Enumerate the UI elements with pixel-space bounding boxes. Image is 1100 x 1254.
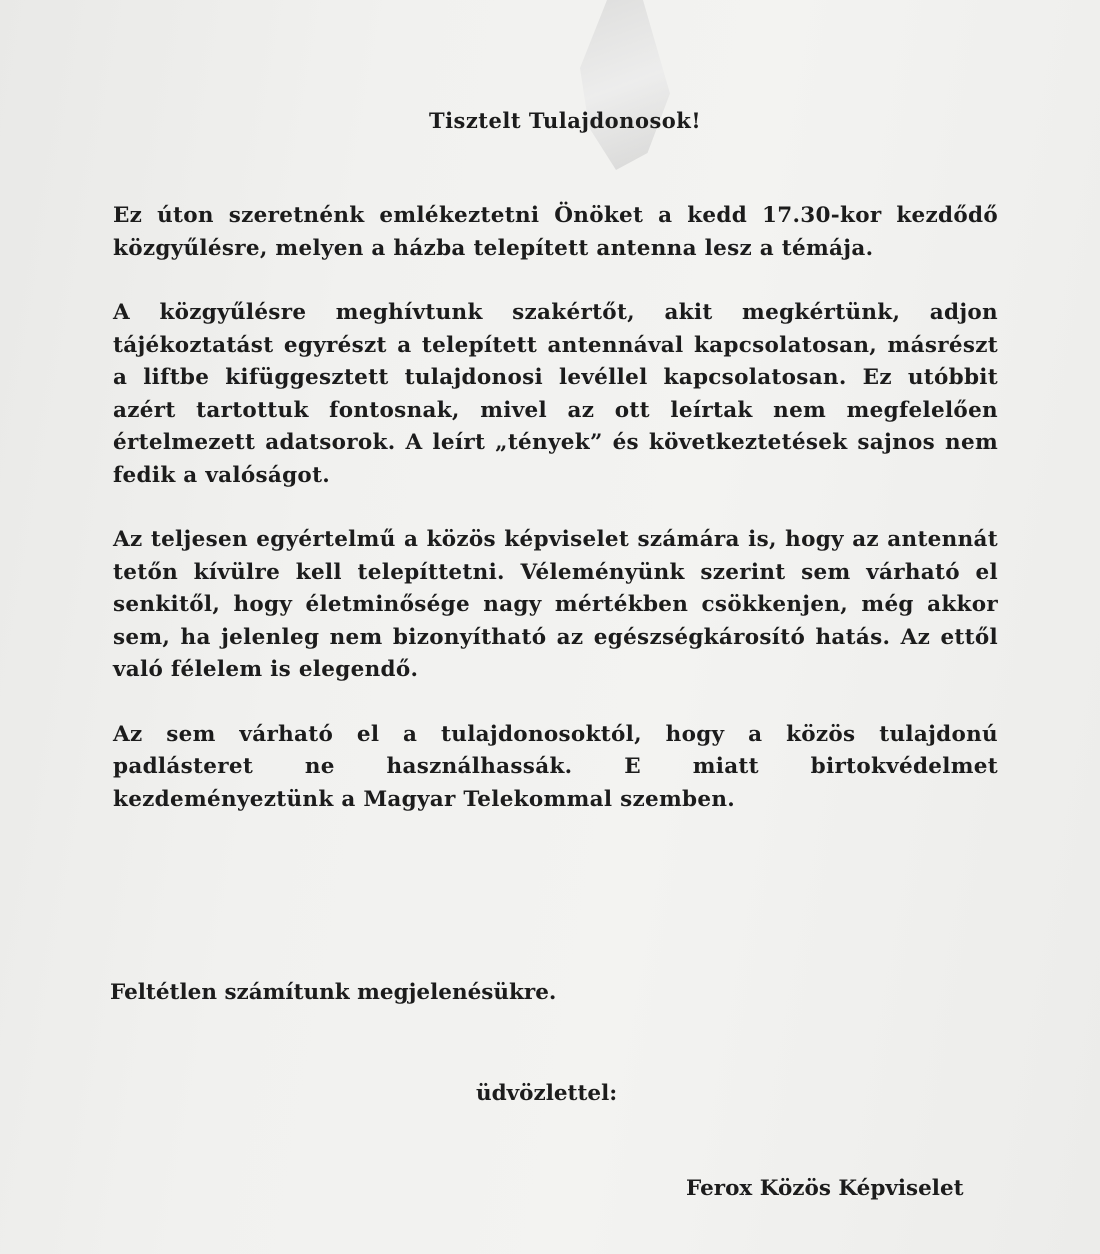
tape-strip xyxy=(580,0,670,170)
paragraph-meeting-reminder: Ez úton szeretnénk emlékeztetni Önöket a kedd 17.30-kor kezdődő közgyűlésre, melyen a házba telepített antenna lesz a témája. xyxy=(113,203,998,261)
paragraph-attic-usage: Az sem várható el a tulajdonosoktól, hogy a közös tulajdonú padlásteret ne használhassák. E miatt birtokvédelmet kezdeményeztünk a Magyar Telekommal szemben. xyxy=(113,721,998,812)
signature: Ferox Közös Képviselet xyxy=(686,1176,964,1201)
closing-line: Feltétlen számítunk megjelenésükre. xyxy=(110,980,557,1005)
greeting: üdvözlettel: xyxy=(476,1081,618,1106)
paragraph-expert-invitation: A közgyűlésre meghívtunk szakértőt, akit megkértünk, adjon tájékoztatást egyrészt a telepített antennával kapcsolatosan, másrészt a liftbe kifüggesztett tulajdonosi levéllel kapcsolatosan. Ez utóbbit azért tartottuk fontosnak, mivel az ott leírtak nem megfelelően értelmezett adatsorok. A leírt „tények” és következtetések sajnos nem fedik a valóságot. xyxy=(113,300,998,488)
notice-body xyxy=(113,200,998,848)
paragraph-antenna-relocation: Az teljesen egyértelmű a közös képviselet számára is, hogy az antennát tetőn kívülre kell telepíttetni. Véleményünk szerint sem várható el senkitől, hogy életminősége nagy mértékben csökkenjen, még akkor sem, ha jelenleg nem bizonyítható az egészségkárosító hatás. Az ettől való félelem is elegendő. xyxy=(113,527,998,682)
notice-title: Tisztelt Tulajdonosok! xyxy=(428,108,702,133)
